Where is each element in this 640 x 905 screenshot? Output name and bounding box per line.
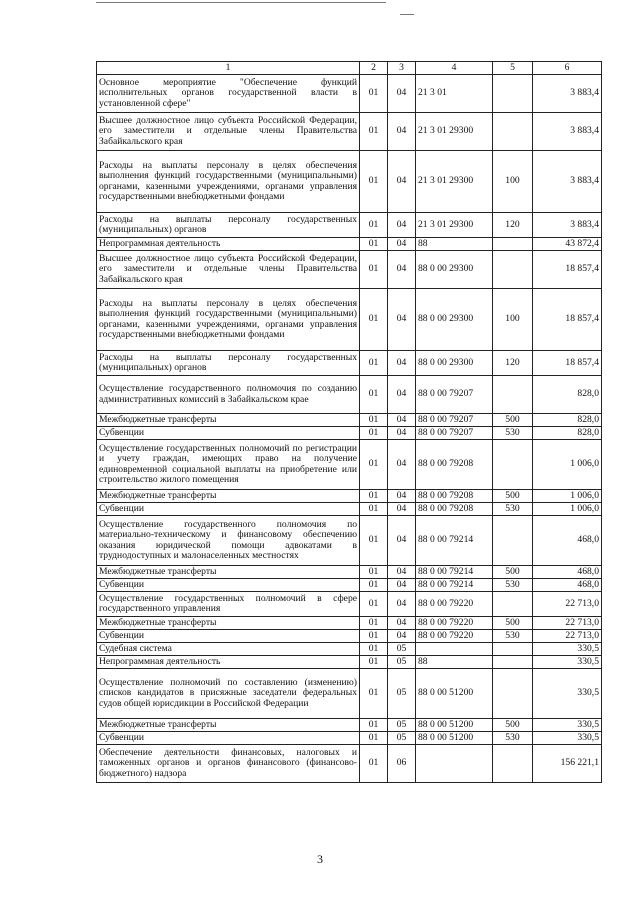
row-target-item-cell: 21 3 01 bbox=[416, 75, 493, 113]
row-amount-cell: 1 006,0 bbox=[533, 490, 602, 503]
row-expense-type-cell bbox=[493, 75, 533, 113]
row-amount-cell: 468,0 bbox=[533, 566, 602, 579]
row-subsection-cell: 04 bbox=[388, 376, 416, 414]
row-subsection-cell: 05 bbox=[388, 719, 416, 732]
scan-artifact-dash bbox=[400, 14, 414, 15]
row-target-item-cell: 88 0 00 79208 bbox=[416, 440, 493, 490]
row-target-item-cell: 88 0 00 51200 bbox=[416, 669, 493, 719]
row-subsection-cell: 04 bbox=[388, 351, 416, 376]
row-amount-cell: 22 713,0 bbox=[533, 592, 602, 617]
row-target-item-cell: 88 bbox=[416, 656, 493, 669]
row-target-item-cell: 88 0 00 79207 bbox=[416, 427, 493, 440]
row-section-cell: 01 bbox=[360, 719, 388, 732]
row-expense-type-cell bbox=[493, 643, 533, 656]
row-section-cell: 01 bbox=[360, 427, 388, 440]
row-name-cell: Высшее должностное лицо субъекта Российской Федерации, его заместители и отдельные члены Правительства Забайкальского края bbox=[97, 251, 360, 289]
row-name-cell: Межбюджетные трансферты bbox=[97, 566, 360, 579]
table-row bbox=[97, 427, 602, 440]
row-section-cell: 01 bbox=[360, 113, 388, 151]
row-expense-type-cell: 120 bbox=[493, 351, 533, 376]
row-subsection-cell: 04 bbox=[388, 75, 416, 113]
table-row bbox=[97, 238, 602, 251]
row-expense-type-cell: 120 bbox=[493, 213, 533, 238]
row-section-cell: 01 bbox=[360, 592, 388, 617]
table-row bbox=[97, 745, 602, 783]
row-name-cell: Непрограммная деятельность bbox=[97, 656, 360, 669]
row-target-item-cell: 88 0 00 79214 bbox=[416, 566, 493, 579]
row-name-cell: Непрограммная деятельность bbox=[97, 238, 360, 251]
row-expense-type-cell bbox=[493, 669, 533, 719]
table-header-row bbox=[97, 62, 602, 75]
row-section-cell: 01 bbox=[360, 732, 388, 745]
table-row bbox=[97, 251, 602, 289]
row-target-item-cell bbox=[416, 643, 493, 656]
row-amount-cell: 330,5 bbox=[533, 643, 602, 656]
row-target-item-cell: 88 0 00 79208 bbox=[416, 503, 493, 516]
row-name-cell: Осуществление государственных полномочий в сфере государственного управления bbox=[97, 592, 360, 617]
row-expense-type-cell bbox=[493, 440, 533, 490]
row-section-cell: 01 bbox=[360, 251, 388, 289]
row-name-cell: Осуществление государственных полномочий по регистрации и учету граждан, имеющих право на получение единовременной социальной выплаты на приобретение или строительство жилого помещения bbox=[97, 440, 360, 490]
row-subsection-cell: 04 bbox=[388, 289, 416, 351]
row-subsection-cell: 04 bbox=[388, 113, 416, 151]
row-name-cell: Субвенции bbox=[97, 732, 360, 745]
table-row bbox=[97, 656, 602, 669]
row-amount-cell: 18 857,4 bbox=[533, 351, 602, 376]
row-amount-cell: 1 006,0 bbox=[533, 440, 602, 490]
row-name-cell: Субвенции bbox=[97, 503, 360, 516]
row-expense-type-cell: 500 bbox=[493, 414, 533, 427]
row-target-item-cell: 88 0 00 51200 bbox=[416, 732, 493, 745]
row-expense-type-cell: 530 bbox=[493, 732, 533, 745]
row-amount-cell: 330,5 bbox=[533, 719, 602, 732]
row-subsection-cell: 04 bbox=[388, 630, 416, 643]
row-amount-cell: 3 883,4 bbox=[533, 75, 602, 113]
row-name-cell: Основное мероприятие "Обеспечение функций исполнительных органов государственной власти в установленной сфере" bbox=[97, 75, 360, 113]
row-subsection-cell: 05 bbox=[388, 643, 416, 656]
table-row bbox=[97, 579, 602, 592]
row-expense-type-cell bbox=[493, 238, 533, 251]
row-section-cell: 01 bbox=[360, 630, 388, 643]
row-subsection-cell: 04 bbox=[388, 579, 416, 592]
row-subsection-cell: 04 bbox=[388, 238, 416, 251]
row-name-cell: Межбюджетные трансферты bbox=[97, 617, 360, 630]
row-section-cell: 01 bbox=[360, 289, 388, 351]
table-row bbox=[97, 669, 602, 719]
row-section-cell: 01 bbox=[360, 213, 388, 238]
row-section-cell: 01 bbox=[360, 516, 388, 566]
row-section-cell: 01 bbox=[360, 75, 388, 113]
row-target-item-cell: 88 0 00 79220 bbox=[416, 592, 493, 617]
row-amount-cell: 468,0 bbox=[533, 579, 602, 592]
row-target-item-cell: 88 bbox=[416, 238, 493, 251]
row-target-item-cell: 21 3 01 29300 bbox=[416, 151, 493, 213]
table-row bbox=[97, 617, 602, 630]
row-section-cell: 01 bbox=[360, 669, 388, 719]
row-amount-cell: 330,5 bbox=[533, 656, 602, 669]
row-expense-type-cell bbox=[493, 656, 533, 669]
row-section-cell: 01 bbox=[360, 656, 388, 669]
row-amount-cell: 1 006,0 bbox=[533, 503, 602, 516]
header-cell-amount: 6 bbox=[533, 62, 602, 75]
row-subsection-cell: 06 bbox=[388, 745, 416, 783]
row-subsection-cell: 04 bbox=[388, 440, 416, 490]
row-subsection-cell: 04 bbox=[388, 427, 416, 440]
row-amount-cell: 330,5 bbox=[533, 732, 602, 745]
header-cell-section: 2 bbox=[360, 62, 388, 75]
row-expense-type-cell bbox=[493, 251, 533, 289]
row-amount-cell: 22 713,0 bbox=[533, 630, 602, 643]
row-name-cell: Субвенции bbox=[97, 427, 360, 440]
table-row bbox=[97, 592, 602, 617]
table-row bbox=[97, 113, 602, 151]
table-row bbox=[97, 490, 602, 503]
row-amount-cell: 468,0 bbox=[533, 516, 602, 566]
row-name-cell: Осуществление полномочий по составлению (изменению) списков кандидатов в присяжные заседатели федеральных судов общей юрисдикции в Российской Федерации bbox=[97, 669, 360, 719]
row-target-item-cell: 88 0 00 29300 bbox=[416, 251, 493, 289]
row-expense-type-cell: 500 bbox=[493, 719, 533, 732]
row-section-cell: 01 bbox=[360, 351, 388, 376]
row-amount-cell: 3 883,4 bbox=[533, 113, 602, 151]
row-target-item-cell: 88 0 00 29300 bbox=[416, 289, 493, 351]
row-name-cell: Обеспечение деятельности финансовых, налоговых и таможенных органов и органов финансового (финансово-бюджетного) надзора bbox=[97, 745, 360, 783]
row-name-cell: Осуществление государственного полномочия по материально-техническому и финансовому обеспечению оказания юридической помощи адвокатами в труднодоступных и малонаселенных местностях bbox=[97, 516, 360, 566]
table-row bbox=[97, 75, 602, 113]
row-target-item-cell: 21 3 01 29300 bbox=[416, 213, 493, 238]
row-expense-type-cell: 500 bbox=[493, 566, 533, 579]
row-name-cell: Расходы на выплаты персоналу в целях обеспечения выполнения функций государственными (муниципальными) органами, казенными учреждениями, органами управления государственными внебюджетными фондами bbox=[97, 289, 360, 351]
row-target-item-cell: 88 0 00 79207 bbox=[416, 376, 493, 414]
row-name-cell: Субвенции bbox=[97, 579, 360, 592]
row-expense-type-cell: 530 bbox=[493, 427, 533, 440]
row-target-item-cell: 88 0 00 79220 bbox=[416, 630, 493, 643]
table-row bbox=[97, 376, 602, 414]
row-amount-cell: 828,0 bbox=[533, 414, 602, 427]
table-row bbox=[97, 630, 602, 643]
row-subsection-cell: 05 bbox=[388, 669, 416, 719]
row-amount-cell: 18 857,4 bbox=[533, 289, 602, 351]
row-expense-type-cell: 530 bbox=[493, 630, 533, 643]
row-name-cell: Осуществление государственного полномочия по созданию административных комиссий в Забайкальском крае bbox=[97, 376, 360, 414]
row-amount-cell: 3 883,4 bbox=[533, 213, 602, 238]
row-subsection-cell: 04 bbox=[388, 414, 416, 427]
header-cell-expense-type: 5 bbox=[493, 62, 533, 75]
row-target-item-cell: 88 0 00 79208 bbox=[416, 490, 493, 503]
scan-artifact-top bbox=[96, 2, 386, 3]
row-expense-type-cell bbox=[493, 592, 533, 617]
table-row bbox=[97, 566, 602, 579]
row-section-cell: 01 bbox=[360, 414, 388, 427]
row-expense-type-cell: 530 bbox=[493, 503, 533, 516]
table-row bbox=[97, 503, 602, 516]
row-name-cell: Субвенции bbox=[97, 630, 360, 643]
row-subsection-cell: 05 bbox=[388, 656, 416, 669]
row-subsection-cell: 05 bbox=[388, 732, 416, 745]
table-row bbox=[97, 351, 602, 376]
row-expense-type-cell bbox=[493, 745, 533, 783]
table-row bbox=[97, 516, 602, 566]
row-subsection-cell: 04 bbox=[388, 151, 416, 213]
row-section-cell: 01 bbox=[360, 745, 388, 783]
row-subsection-cell: 04 bbox=[388, 490, 416, 503]
row-section-cell: 01 bbox=[360, 566, 388, 579]
budget-table bbox=[96, 61, 602, 783]
table-row bbox=[97, 719, 602, 732]
row-section-cell: 01 bbox=[360, 617, 388, 630]
row-section-cell: 01 bbox=[360, 490, 388, 503]
row-section-cell: 01 bbox=[360, 151, 388, 213]
row-expense-type-cell bbox=[493, 113, 533, 151]
row-name-cell: Межбюджетные трансферты bbox=[97, 490, 360, 503]
header-cell-subsection: 3 bbox=[388, 62, 416, 75]
row-expense-type-cell: 500 bbox=[493, 617, 533, 630]
row-amount-cell: 828,0 bbox=[533, 376, 602, 414]
table-row bbox=[97, 289, 602, 351]
row-name-cell: Межбюджетные трансферты bbox=[97, 414, 360, 427]
row-expense-type-cell bbox=[493, 376, 533, 414]
row-subsection-cell: 04 bbox=[388, 516, 416, 566]
row-amount-cell: 22 713,0 bbox=[533, 617, 602, 630]
row-name-cell: Расходы на выплаты персоналу государственных (муниципальных) органов bbox=[97, 351, 360, 376]
row-target-item-cell bbox=[416, 745, 493, 783]
row-amount-cell: 828,0 bbox=[533, 427, 602, 440]
row-section-cell: 01 bbox=[360, 643, 388, 656]
row-target-item-cell: 21 3 01 29300 bbox=[416, 113, 493, 151]
row-subsection-cell: 04 bbox=[388, 566, 416, 579]
row-expense-type-cell: 530 bbox=[493, 579, 533, 592]
row-target-item-cell: 88 0 00 51200 bbox=[416, 719, 493, 732]
row-section-cell: 01 bbox=[360, 579, 388, 592]
row-name-cell: Судебная система bbox=[97, 643, 360, 656]
row-section-cell: 01 bbox=[360, 238, 388, 251]
row-amount-cell: 3 883,4 bbox=[533, 151, 602, 213]
row-section-cell: 01 bbox=[360, 376, 388, 414]
row-target-item-cell: 88 0 00 29300 bbox=[416, 351, 493, 376]
row-amount-cell: 43 872,4 bbox=[533, 238, 602, 251]
row-target-item-cell: 88 0 00 79220 bbox=[416, 617, 493, 630]
table-row bbox=[97, 414, 602, 427]
table-row bbox=[97, 440, 602, 490]
row-target-item-cell: 88 0 00 79214 bbox=[416, 516, 493, 566]
table-row bbox=[97, 151, 602, 213]
page-number: 3 bbox=[317, 852, 323, 866]
table-row bbox=[97, 732, 602, 745]
row-name-cell: Расходы на выплаты персоналу государственных (муниципальных) органов bbox=[97, 213, 360, 238]
header-cell-name: 1 bbox=[97, 62, 360, 75]
row-expense-type-cell: 100 bbox=[493, 151, 533, 213]
table-row bbox=[97, 213, 602, 238]
table-body bbox=[97, 75, 602, 783]
row-section-cell: 01 bbox=[360, 440, 388, 490]
row-expense-type-cell: 500 bbox=[493, 490, 533, 503]
row-name-cell: Расходы на выплаты персоналу в целях обеспечения выполнения функций государственными (муниципальными) органами, казенными учреждениями, органами управления государственными внебюджетными фондами bbox=[97, 151, 360, 213]
header-cell-target-item: 4 bbox=[416, 62, 493, 75]
row-subsection-cell: 04 bbox=[388, 592, 416, 617]
row-amount-cell: 156 221,1 bbox=[533, 745, 602, 783]
row-target-item-cell: 88 0 00 79207 bbox=[416, 414, 493, 427]
row-target-item-cell: 88 0 00 79214 bbox=[416, 579, 493, 592]
row-subsection-cell: 04 bbox=[388, 213, 416, 238]
row-name-cell: Межбюджетные трансферты bbox=[97, 719, 360, 732]
table-row bbox=[97, 643, 602, 656]
row-amount-cell: 18 857,4 bbox=[533, 251, 602, 289]
row-expense-type-cell bbox=[493, 516, 533, 566]
row-subsection-cell: 04 bbox=[388, 617, 416, 630]
row-subsection-cell: 04 bbox=[388, 251, 416, 289]
row-name-cell: Высшее должностное лицо субъекта Российской Федерации, его заместители и отдельные члены Правительства Забайкальского края bbox=[97, 113, 360, 151]
row-expense-type-cell: 100 bbox=[493, 289, 533, 351]
row-amount-cell: 330,5 bbox=[533, 669, 602, 719]
row-subsection-cell: 04 bbox=[388, 503, 416, 516]
row-section-cell: 01 bbox=[360, 503, 388, 516]
